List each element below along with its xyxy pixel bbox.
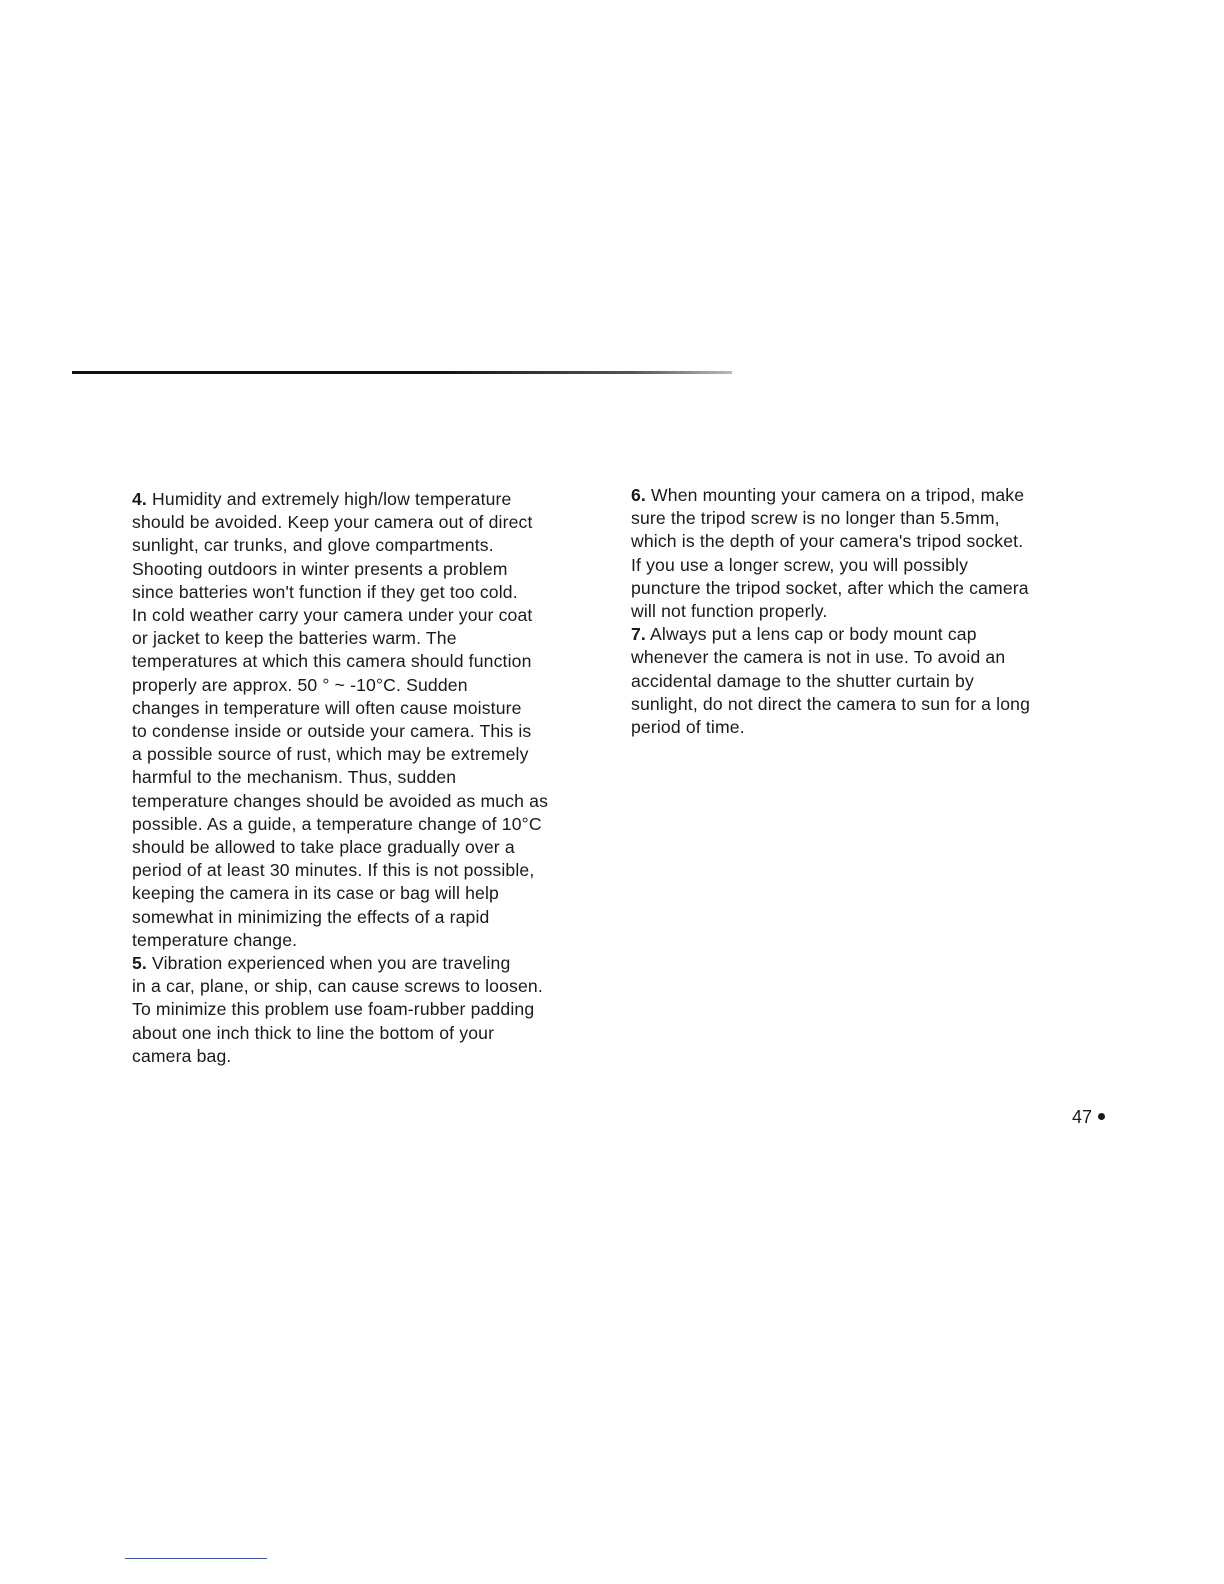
item-number: 7. [631,624,646,645]
left-column [132,488,617,1068]
footer-rule [125,1558,267,1559]
item-number: 5. [132,953,147,974]
paragraph-text: Humidity and extremely high/low temperature should be avoided. Keep your camera out of direct sunlight, car trunks, and glove compartments. Shooting outdoors in winter presents a problem since batteries won't function if they get too cold. In cold weather carry your camera under your coat or jacket to keep the batteries warm. The temperatures at which this camera should function properly are approx. 50 ° ~ -10°C. Sudden changes in temperature will often cause moisture to condense inside or outside your camera. This is a possible source of rust, which may be extremely harmful to the mechanism. Thus, sudden temperature changes should be avoided as much as possible. As a guide, a temperature change of 10°C should be allowed to take place gradually over a period of at least 30 minutes. If this is not possible, keeping the camera in its case or bag will help somewhat in minimizing the effects of a rapid temperature change. [132,489,549,950]
paragraph-4 [132,488,617,952]
paragraph-text: Always put a lens cap or body mount cap whenever the camera is not in use. To avoid an accidental damage to the shutter curtain by sunlight, do not direct the camera to sun for a long period of time. [631,624,1031,738]
paragraph-text: Vibration experienced when you are traveling in a car, plane, or ship, can cause screws to loosen. To minimize this problem use foam-rubber padding about one inch thick to line the bottom of your camera bag. [132,953,543,1066]
paragraph-7 [631,623,1111,739]
paragraph-5 [132,952,617,1068]
page-number [1072,1106,1105,1128]
right-column [631,484,1111,739]
page-number-text: 47 [1072,1107,1093,1127]
item-number: 6. [631,485,646,505]
bullet-icon [1098,1113,1105,1120]
paragraph-text: When mounting your camera on a tripod, make sure the tripod screw is no longer than 5.5mm, which is the depth of your camera's tripod socket. If you use a longer screw, you will possibly puncture the tripod socket, after which the camera will not function properly. [631,485,1029,622]
header-rule [72,371,732,374]
item-number: 4. [132,489,147,509]
paragraph-6 [631,484,1111,623]
